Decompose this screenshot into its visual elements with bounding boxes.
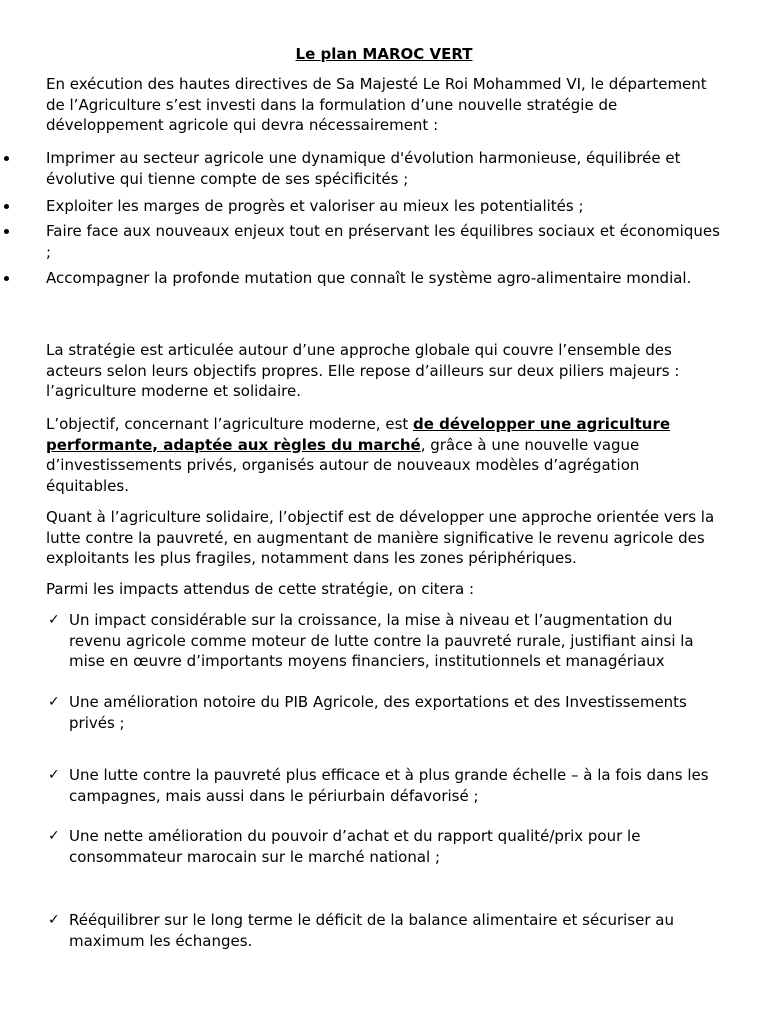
strategy-paragraph: La stratégie est articulée autour d’une approche globale qui couvre l’ensemble des acteurs selon leurs objectifs propres. Elle repose d’ailleurs sur deux piliers majeurs : l’agriculture moderne et solidaire. <box>46 341 680 400</box>
list-item-text: Une nette amélioration du pouvoir d’achat et du rapport qualité/prix pour le consommateur marocain sur le marché national ; <box>69 827 641 866</box>
bullet-dot-icon <box>4 156 9 161</box>
checkmark-icon: ✓ <box>48 912 60 928</box>
objective-solidaire-paragraph: Quant à l’agriculture solidaire, l’objectif est de développer une approche orientée vers la lutte contre la pauvreté, en augmentant de manière significative le revenu agricole des exploitants les plus fragiles, notamment dans les zones périphériques. <box>46 508 715 567</box>
list-item-text: Imprimer au secteur agricole une dynamique d'évolution harmonieuse, équilibrée et évolutive qui tienne compte de ses spécificités ; <box>46 149 681 188</box>
list-item-text: Une amélioration notoire du PIB Agricole, des exportations et des Investissements privés ; <box>69 693 687 732</box>
objective-modern-text-after: , grâce à une nouvelle vague d’investissements privés, organisés autour de nouveaux modèles d’agrégation équitables. <box>46 435 640 495</box>
checkmark-icon: ✓ <box>48 767 60 783</box>
objective-modern-highlight: de développer une agriculture performante, adaptée aux règles du marché <box>46 415 671 454</box>
objective-modern-text-before: L’objectif, concernant l’agriculture moderne, est <box>46 415 414 433</box>
impacts-intro: Parmi les impacts attendus de cette stratégie, on citera : <box>46 580 475 598</box>
intro-paragraph: En exécution des hautes directives de Sa Majesté Le Roi Mohammed VI, le département de l’Agriculture s’est investi dans la formulation d’une nouvelle stratégie de développement agricole qui devra nécessairement : <box>46 75 707 134</box>
list-item-text: Accompagner la profonde mutation que connaît le système agro-alimentaire mondial. <box>46 269 692 287</box>
bullet-dot-icon <box>4 229 9 234</box>
list-item-text: Exploiter les marges de progrès et valoriser au mieux les potentialités ; <box>46 197 584 215</box>
list-item-text: Un impact considérable sur la croissance, la mise à niveau et l’augmentation du revenu agricole comme moteur de lutte contre la pauvreté rurale, justifiant ainsi la mise en œuvre d’importants moyens financiers, institutionnels et managériaux <box>69 611 694 670</box>
list-item-text: Une lutte contre la pauvreté plus efficace et à plus grande échelle – à la fois dans les campagnes, mais aussi dans le périurbain défavorisé ; <box>69 766 709 805</box>
checkmark-icon: ✓ <box>48 828 60 844</box>
checkmark-icon: ✓ <box>48 612 60 628</box>
list-item-text: Faire face aux nouveaux enjeux tout en préservant les équilibres sociaux et économiques ; <box>46 222 720 261</box>
bullet-dot-icon <box>4 276 9 281</box>
list-item-text: Rééquilibrer sur le long terme le déficit de la balance alimentaire et sécuriser au maximum les échanges. <box>69 911 674 950</box>
objective-modern-paragraph <box>46 414 726 496</box>
document-title: Le plan MAROC VERT <box>295 45 473 63</box>
bullet-dot-icon <box>4 204 9 209</box>
checkmark-icon: ✓ <box>48 694 60 710</box>
